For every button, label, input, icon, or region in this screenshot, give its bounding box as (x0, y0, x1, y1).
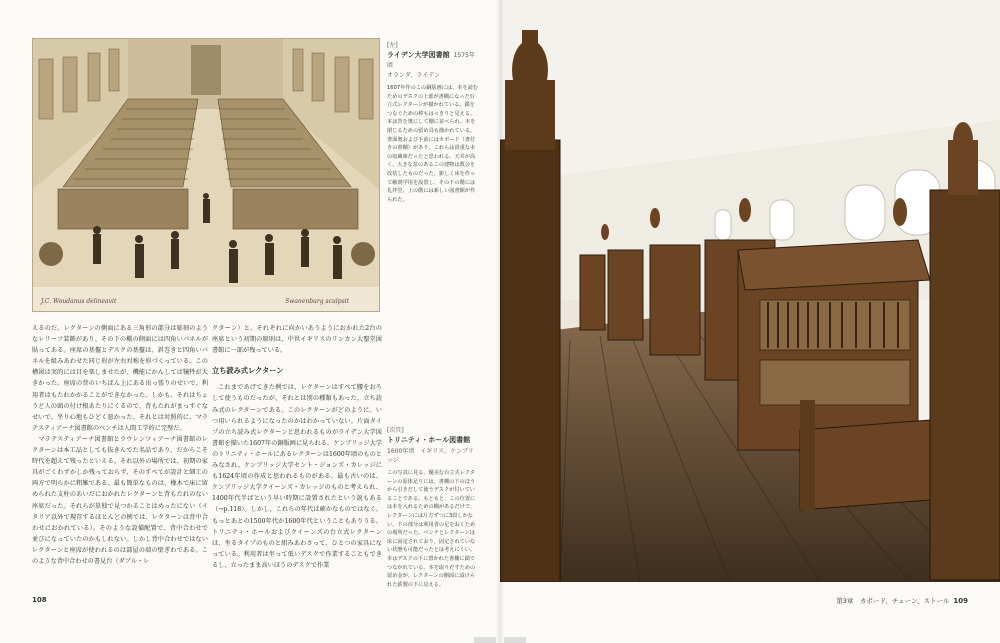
caption-body: この写真に見る、優美な台立式レクターンの原体足りには、書棚の下のほうから引きだして使うデスクが付いていることである。もともと、この位置には本を入れるための棚があるだけで、レクターンには片方ずつに3段しかない。下の部分は利用者の足をおくための場所だった。ベンチとレクターンは床に固定されており、固定されていない状態も可能だったとは考えにくい。本はデスクの下に置かれた書棚に鎖でつながれている。本を取りだすための留め金が、レクターンの側面に設けられた鉄製の下に見える。 (387, 470, 476, 588)
caption-location: オランダ、ライデン (387, 72, 441, 79)
book-gutter (496, 0, 504, 643)
caption-location (387, 446, 479, 464)
caption-body: 1607年作のこの銅版画には、本を読むためのデスクの上部が書棚になった台立式レクターンが描かれている。鎖をつなぐための棒もはっきりと見える。本は背を奥にして棚に並べられ、本を閉じるための留め具も描かれている。書面奥および手前にはカボード（書付きの書棚）があり、これらは貴重な本の収蔵庫だったと思われる。天井が高く、大きな窓のあるこの建物は教会を改装したものだった。新しく床を作って解剖学用を設置し、その下の階には礼拝堂、上の階には新しい図書館が作られた。 (387, 85, 479, 203)
paragraph: クターン）と、それぞれに向かいあうようにおかれた2台の座席という初期の原則は、中世イギリスのリンカン大聖堂図書館に一部が残っている。 (212, 325, 382, 355)
caption-place: イギリス、ケンブリッジ (387, 448, 474, 464)
page-number-right: 109 (953, 597, 968, 605)
section-heading: 立ち読み式レクターン (212, 366, 284, 376)
caption-year: 1600年頃 (387, 448, 415, 455)
engraving-drawing (33, 39, 379, 311)
engraving-signature-right: Swanenburg sculpsit (285, 298, 349, 305)
caption-tag: [左] (387, 42, 398, 49)
caption-leiden (387, 40, 479, 204)
paragraph: マラテスティアーナ図書館とラウレンツィアーナ図書館のレクターンは本工品としても抜きんでた名品であり、だからこそ時代を超えて残ったといえる。それ以外の場所では、初期の家具がごくわずかしか残っておらず、そのすべてが設計と細工の両方で明らかに粗雑である。最も簡単なものは、橡木で床に留められた支柱のあいだにおかれたレクターンと背もたれのない座席だった。それらが単独で見つかることはめったにない（イタリア以外で現存するほとんどの例では、レクターンは背中合わせにおかれている）。そのような設備配置で、背中合わせで並びになっていたのかもしれない。しかし背中合わせではないレクターンと座席が使われるのは部屋の端の壁ぎわである。このような背中合わせの書見台（ダブル・レ (32, 435, 208, 565)
body-column-2 (212, 323, 382, 571)
body-column-1 (32, 323, 208, 567)
library-engraving-image (32, 38, 380, 312)
trinity-hall-library-photo (500, 0, 1000, 582)
caption-year: 1575年頃 (387, 52, 475, 69)
running-footer-right (836, 596, 968, 605)
engraving-signature-left: J.C. Woudanus delineavit (41, 298, 117, 305)
page-edge-mark (474, 637, 496, 643)
paragraph: これまであげてきた例では、レクターンはすべて腰をおろして使うものだったが、それとは別の種類もあった。立ち読み式のレクターンである。このレクターンがどのように、いつ用いられるようになったのかはわかっていない。片面タイプの立ち読み式レクターンと思われるものがライデン大学図書館を描いた1607年の銅版画に見られる。ケンブリッジ大学のトリニティ・ホールにあるレクターンは1600年頃のものとみなされ、ケンブリッジ大学セント・ジョンズ・カレッジにも1624年頃の作成と思われるものがある。最も古いのは、ケンブリッジ大学クイーンズ・カレッジのものと考えられ、1400年代半ばという早い時期に設置されたという説もある（→p.118）。しかし、これらの年代は確かなものではなく、もっとあとの1500年代か1600年代ということもありうる。トリニティ・ホールおよびクイーンズの台立式レクターンは、坐るタイプのものと組みあわさって、ひとつの家具になっている。利用者は坐って低いデスクで作業することもできるし、立ったまま高いほうのデスクで作業 (212, 384, 382, 569)
photo-drawing (500, 0, 1000, 582)
caption-trinity-hall (387, 425, 479, 589)
page-number-left: 108 (32, 596, 47, 604)
chapter-title: 第3章 カボード、チェーン、ストール (836, 597, 950, 605)
page-edge-mark (504, 637, 526, 643)
caption-tag: [次頁] (387, 427, 404, 434)
caption-title: トリニティ・ホール図書館 (387, 436, 471, 444)
caption-title-text: ライデン大学図書館 (387, 51, 450, 59)
caption-title (387, 50, 479, 69)
paragraph: えるのだ。レクターンの側面にある三角形の部分は彫刻のようなレリーフ装飾があり、その下の棚の側面には四角いパネルが貼ってある。座席の基盤とデスクの基盤は、斜巻きと四角いパネルを組みあわせた同じ形が左右対称を形づくっている。この構図は実的には目を楽しませたが、機能にかんしては犠牲が大きかった。座席の背のいちばん上にある出っ張りのせいで、利用者はもたれかかることができなかった。しかも、それはちょうど人の頭の付け根あたりにくるので、背もたれがまっすぐなせいで、坐り心地もひどく悪かった。それとは対照的に、マラテスティアーナ図書館のベンチは人間工学的に完璧だ。 (32, 325, 208, 432)
